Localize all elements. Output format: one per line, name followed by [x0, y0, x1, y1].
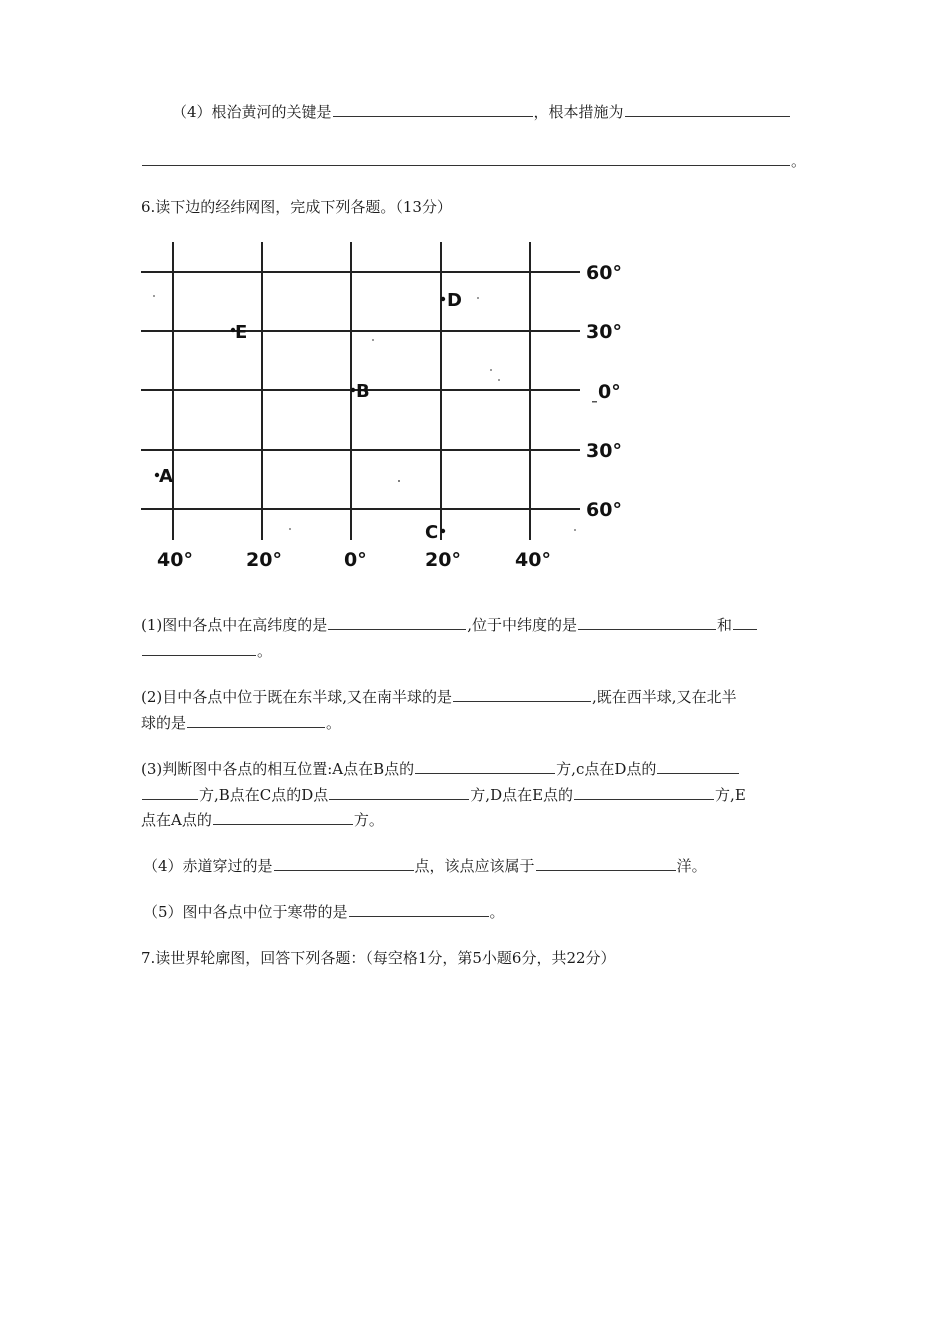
lon-label: 20° [246, 549, 282, 571]
point-d-label: D [447, 290, 462, 311]
q6-3-text: 方。 [353, 811, 384, 829]
q6-3-text: 方,c点在D点的 [556, 760, 657, 778]
answer-blank[interactable] [578, 614, 716, 630]
q6-1-text: 。 [257, 642, 273, 660]
answer-blank[interactable] [453, 686, 591, 702]
answer-blank[interactable] [328, 614, 466, 630]
q6-1-line1 [141, 614, 758, 636]
q6-4-text: 洋。 [676, 857, 707, 875]
q6-3-line3 [141, 809, 384, 831]
point-c-dot [441, 529, 445, 533]
q6-4-text: 点，该点应该属于 [414, 857, 535, 875]
q6-1-line2 [141, 640, 272, 662]
q6-3-line1 [141, 758, 740, 780]
lat-label: 60° [586, 262, 622, 284]
answer-blank[interactable] [213, 809, 353, 825]
point-c-label: C [425, 522, 439, 543]
answer-blank[interactable] [349, 901, 489, 917]
q6-3-text: (3)判断图中各点的相互位置:A点在B点的 [141, 760, 415, 778]
q6-2-line2 [141, 712, 341, 734]
lat-label: 0° [598, 381, 621, 403]
q6-3-text: 方,E [715, 786, 746, 804]
answer-blank[interactable] [329, 784, 469, 800]
lon-label: 0° [344, 549, 367, 571]
q6-4-line [143, 855, 707, 877]
lon-label: 40° [515, 549, 551, 571]
point-a-label: A [159, 466, 173, 487]
q6-3-line2 [141, 784, 746, 806]
q6-2-text: 。 [326, 714, 342, 732]
q6-2-text: ,既在西半球,又在北半 [592, 688, 737, 706]
lon-label: 20° [425, 549, 461, 571]
q5-4-end: 。 [791, 152, 807, 170]
point-b-label: B [356, 381, 370, 402]
lat-lon-grid [0, 0, 950, 600]
q5-4-mid: ，根本措施为 [533, 103, 624, 121]
answer-blank[interactable] [142, 784, 198, 800]
lat-label: 60° [586, 499, 622, 521]
q6-1-text: ,位于中纬度的是 [467, 616, 578, 634]
q6-2-text: (2)目中各点中位于既在东半球,又在南半球的是 [141, 688, 453, 706]
q6-5-text: 。 [489, 903, 505, 921]
answer-blank[interactable] [415, 758, 555, 774]
answer-blank[interactable] [142, 640, 256, 656]
point-d-dot [441, 297, 445, 301]
answer-blank[interactable] [574, 784, 714, 800]
answer-blank[interactable] [733, 614, 757, 630]
lat-label: 30° [586, 321, 622, 343]
q7-title: 7.读世界轮廓图，回答下列各题：（每空格1分，第5小题6分，共22分） [141, 949, 616, 967]
q6-3-text: 点在A点的 [141, 811, 212, 829]
lat-label: 30° [586, 440, 622, 462]
q6-5-line [143, 901, 505, 923]
q6-1-text: (1)图中各点中在高纬度的是 [141, 616, 328, 634]
q6-5-text: （5）图中各点中位于寒带的是 [143, 903, 348, 921]
q6-3-text: 方,B点在C点的D点 [199, 786, 329, 804]
q6-2-line1 [141, 686, 737, 708]
q6-4-text: （4）赤道穿过的是 [143, 857, 273, 875]
q6-2-text: 球的是 [141, 714, 187, 732]
q6-title: 6.读下边的经纬网图，完成下列各题。（13分） [141, 198, 452, 216]
answer-blank[interactable] [187, 712, 325, 728]
q6-1-text: 和 [717, 616, 733, 634]
lon-label: 40° [157, 549, 193, 571]
point-e-label: E [235, 322, 248, 343]
answer-blank[interactable] [657, 758, 739, 774]
q6-3-text: 方,D点在E点的 [470, 786, 574, 804]
q5-4-prefix: （4）根治黄河的关键是 [172, 103, 332, 121]
point-b-dot [351, 388, 355, 392]
answer-blank[interactable] [274, 855, 414, 871]
answer-blank[interactable] [536, 855, 676, 871]
